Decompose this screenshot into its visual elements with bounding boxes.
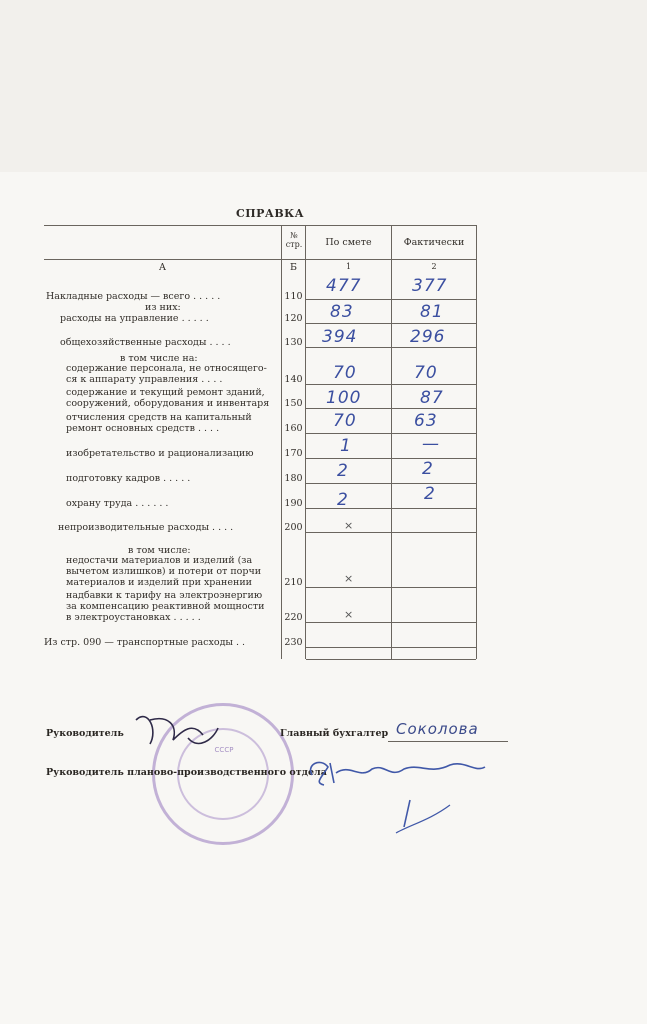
- row-label: Накладные расходы — всего . . . . .: [46, 291, 221, 302]
- row-line-no: 230: [284, 637, 303, 648]
- plan-cross: ×: [344, 572, 354, 585]
- plan-value: 70: [333, 363, 357, 383]
- header-col-1: 1: [345, 262, 352, 271]
- row-label: сооружений, оборудования и инвентаря: [66, 398, 270, 409]
- row-line-no: 130: [284, 337, 303, 348]
- actual-value: 296: [410, 327, 446, 347]
- value-rule: [306, 622, 476, 623]
- chief-accountant-signature: Соколова: [396, 720, 479, 738]
- header-line-no: № стр.: [285, 231, 303, 249]
- actual-value: 81: [420, 302, 444, 322]
- row-line-no: 190: [284, 498, 303, 509]
- row-label: подготовку кадров . . . . .: [66, 473, 191, 484]
- row-label: надбавки к тарифу на электроэнергию: [66, 590, 263, 601]
- row-line-no: 220: [284, 612, 303, 623]
- plan-value: 2: [337, 461, 349, 481]
- row-label: ся к аппарату управления . . . .: [66, 374, 223, 385]
- row-line-no: 160: [284, 423, 303, 434]
- plan-value: 477: [326, 276, 362, 296]
- planning-head-signature-icon: [300, 745, 500, 835]
- row-label: за компенсацию реактивной мощности: [66, 601, 265, 612]
- value-rule: [306, 408, 476, 409]
- row-label: содержание и текущий ремонт зданий,: [66, 387, 265, 398]
- row-label: в том числе на:: [120, 353, 198, 364]
- row-line-no: 120: [284, 313, 303, 324]
- row-line-no: 170: [284, 448, 303, 459]
- head-signature-icon: [128, 700, 228, 755]
- value-rule: [306, 587, 476, 588]
- row-label: охрану труда . . . . . .: [66, 498, 169, 509]
- value-rule: [306, 347, 476, 348]
- value-rule: [306, 647, 476, 648]
- plan-value: 70: [333, 411, 357, 431]
- plan-value: 100: [326, 388, 362, 408]
- value-rule: [306, 508, 476, 509]
- stamp-text: СССР: [214, 746, 234, 754]
- chief-accountant-label: Главный бухгалтер: [280, 728, 389, 739]
- row-label: в электроустановках . . . . .: [66, 612, 201, 623]
- header-col-b: Б: [290, 262, 297, 273]
- head-label: Руководитель: [46, 728, 124, 739]
- row-label: недостачи материалов и изделий (за: [66, 555, 253, 566]
- value-rule: [306, 483, 476, 484]
- actual-value: 2: [424, 484, 436, 504]
- row-label: общехозяйственные расходы . . . .: [60, 337, 231, 348]
- table-col-divider: [391, 225, 392, 659]
- header-actual: Фактически: [403, 237, 465, 248]
- actual-value: 2: [422, 459, 434, 479]
- plan-value: 394: [322, 327, 358, 347]
- row-label: ремонт основных средств . . . .: [66, 423, 220, 434]
- header-plan: По смете: [325, 237, 372, 248]
- document-title: СПРАВКА: [236, 207, 305, 220]
- planning-head-label: Руководитель планово-производственного отдела: [46, 767, 327, 778]
- table-col-divider: [305, 225, 306, 659]
- value-rule: [306, 384, 476, 385]
- row-label: Из стр. 090 — транспортные расходы . .: [44, 637, 246, 648]
- value-rule: [306, 659, 476, 660]
- row-label: отчисления средств на капитальный: [66, 412, 252, 423]
- plan-value: 2: [337, 490, 349, 510]
- plan-value: 1: [340, 436, 352, 456]
- previous-sheet: [0, 0, 647, 173]
- row-line-no: 200: [284, 522, 303, 533]
- value-rule: [306, 532, 476, 533]
- actual-value: 377: [412, 276, 448, 296]
- row-line-no: 210: [284, 577, 303, 588]
- plan-cross: ×: [344, 608, 354, 621]
- value-rule: [306, 323, 476, 324]
- row-label: материалов и изделий при хранении: [66, 577, 253, 588]
- plan-value: 83: [330, 302, 354, 322]
- row-label: из них:: [145, 302, 181, 313]
- actual-value: —: [422, 434, 440, 454]
- signature-line: [388, 741, 508, 742]
- row-line-no: 150: [284, 398, 303, 409]
- row-label: содержание персонала, не относящего-: [66, 363, 267, 374]
- row-line-no: 140: [284, 374, 303, 385]
- header-col-a: А: [158, 262, 167, 273]
- value-rule: [306, 458, 476, 459]
- actual-value: 87: [420, 388, 444, 408]
- actual-value: 63: [414, 411, 438, 431]
- value-rule: [306, 433, 476, 434]
- plan-cross: ×: [344, 519, 354, 532]
- row-label: расходы на управление . . . . .: [60, 313, 209, 324]
- row-label: непроизводительные расходы . . . .: [58, 522, 234, 533]
- row-line-no: 180: [284, 473, 303, 484]
- row-line-no: 110: [284, 291, 303, 302]
- header-col-2: 2: [431, 262, 437, 271]
- actual-value: 70: [414, 363, 438, 383]
- table-col-divider: [476, 225, 477, 659]
- table-top-border: [44, 225, 476, 226]
- row-label: изобретательство и рационализацию: [66, 448, 254, 459]
- row-label: вычетом излишков) и потери от порчи: [66, 566, 262, 577]
- value-rule: [306, 299, 476, 300]
- row-label: в том числе:: [128, 545, 191, 556]
- table-header-border: [44, 259, 476, 260]
